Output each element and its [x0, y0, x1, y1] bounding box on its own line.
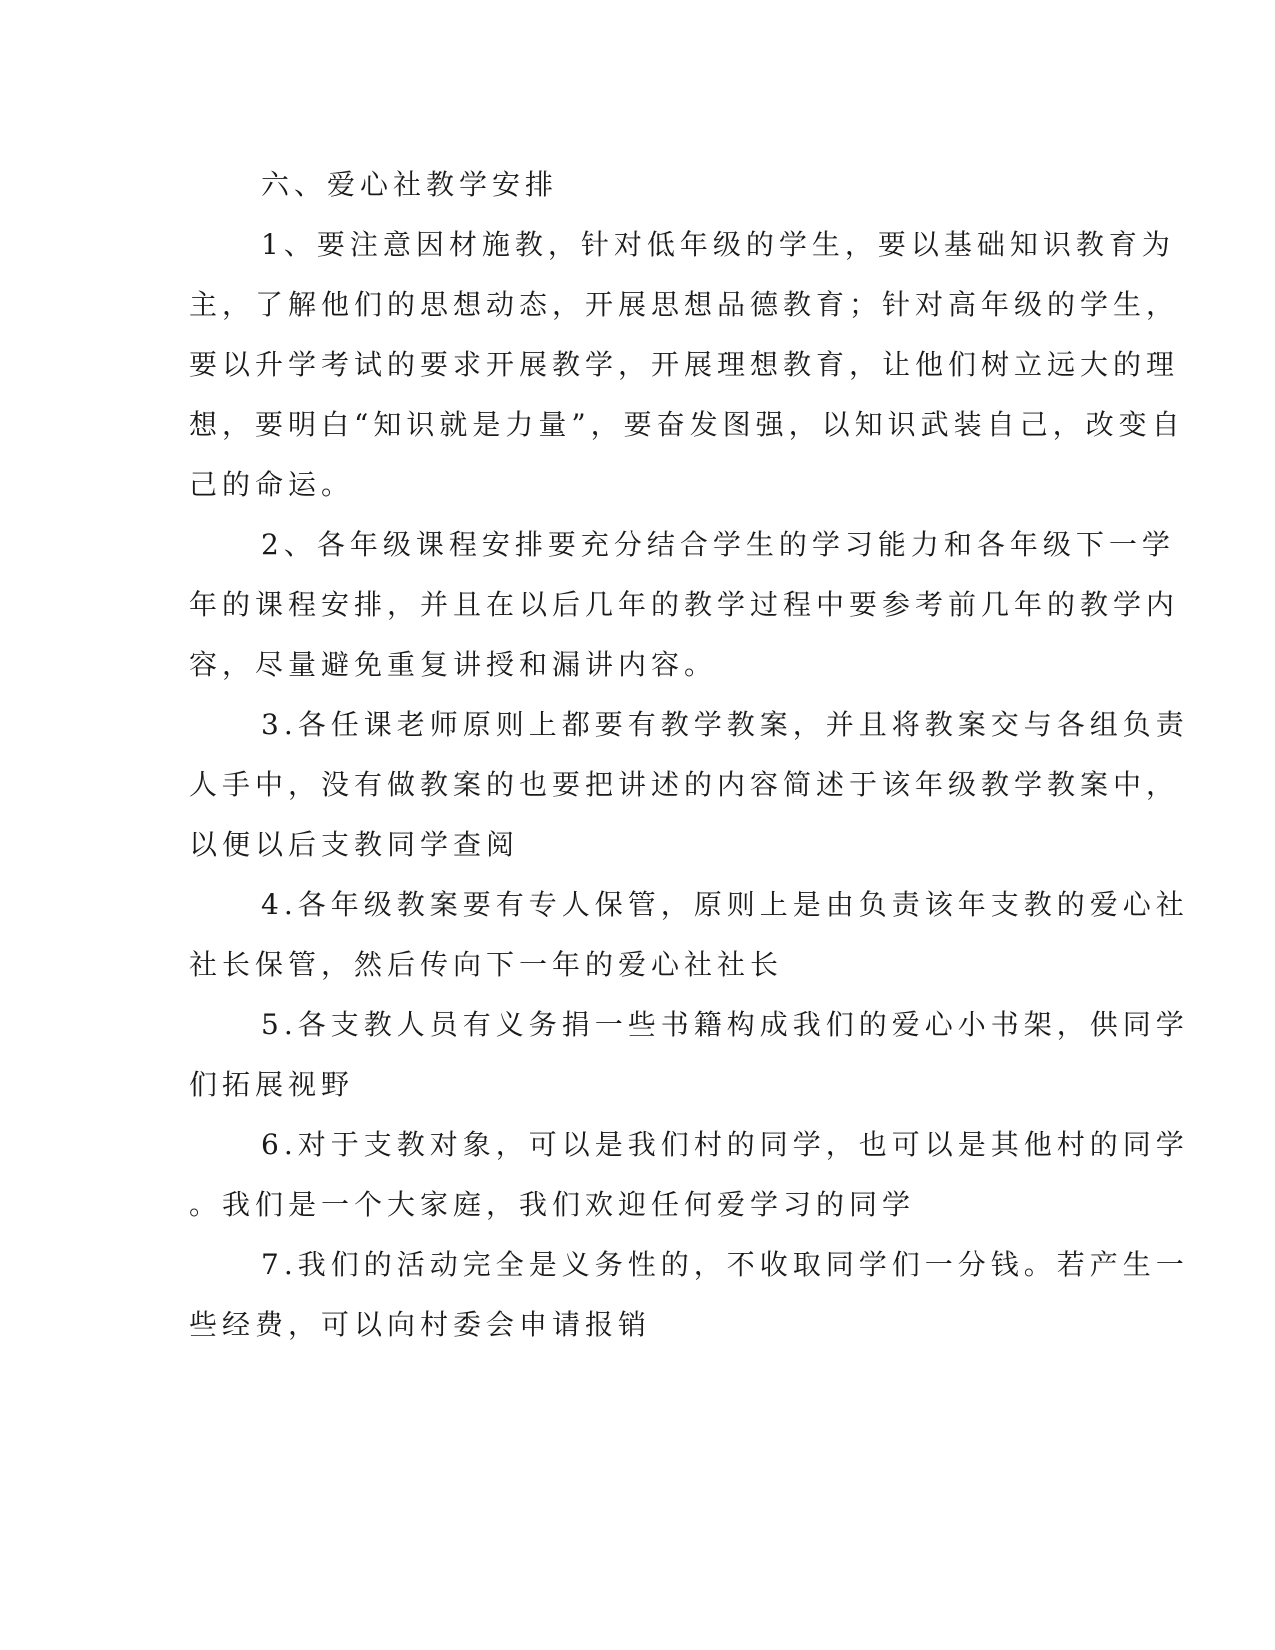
paragraph-line: 3.各任课老师原则上都要有教学教案，并且将教案交与各组负责	[261, 708, 1189, 741]
paragraph-line: 己的命运。	[189, 468, 355, 501]
paragraph-line: 主，了解他们的思想动态，开展思想品德教育；针对高年级的学生，	[189, 288, 1180, 321]
paragraph-line: 容，尽量避免重复讲授和漏讲内容。	[189, 648, 718, 681]
paragraph-line: 6.对于支教对象，可以是我们村的同学，也可以是其他村的同学	[261, 1128, 1189, 1161]
paragraph-line: 年的课程安排，并且在以后几年的教学过程中要参考前几年的教学内	[189, 588, 1180, 621]
paragraph-line: 4.各年级教案要有专人保管，原则上是由负责该年支教的爱心社	[261, 888, 1189, 921]
paragraph-line: 7.我们的活动完全是义务性的，不收取同学们一分钱。若产生一	[261, 1248, 1189, 1281]
paragraph-line: 。我们是一个大家庭，我们欢迎任何爱学习的同学	[189, 1188, 916, 1221]
paragraph-line: 要以升学考试的要求开展教学，开展理想教育，让他们树立远大的理	[189, 348, 1180, 381]
document-body	[189, 155, 1189, 1355]
section-heading: 六、爱心社教学安排	[261, 168, 559, 201]
paragraph-line: 以便以后支教同学查阅	[189, 828, 520, 861]
paragraph-line: 社长保管，然后传向下一年的爱心社社长	[189, 948, 784, 981]
paragraph-line: 5.各支教人员有义务捐一些书籍构成我们的爱心小书架，供同学	[261, 1008, 1189, 1041]
paragraph-line: 2、各年级课程安排要充分结合学生的学习能力和各年级下一学	[261, 528, 1175, 561]
paragraph-line: 些经费，可以向村委会申请报销	[189, 1308, 652, 1341]
paragraph-line: 1、要注意因材施教，针对低年级的学生，要以基础知识教育为	[261, 228, 1175, 261]
paragraph-line: 想，要明白“知识就是力量”，要奋发图强，以知识武装自己，改变自	[189, 408, 1185, 441]
paragraph-line: 人手中，没有做教案的也要把讲述的内容简述于该年级教学教案中，	[189, 768, 1180, 801]
paragraph-line: 们拓展视野	[189, 1068, 355, 1101]
